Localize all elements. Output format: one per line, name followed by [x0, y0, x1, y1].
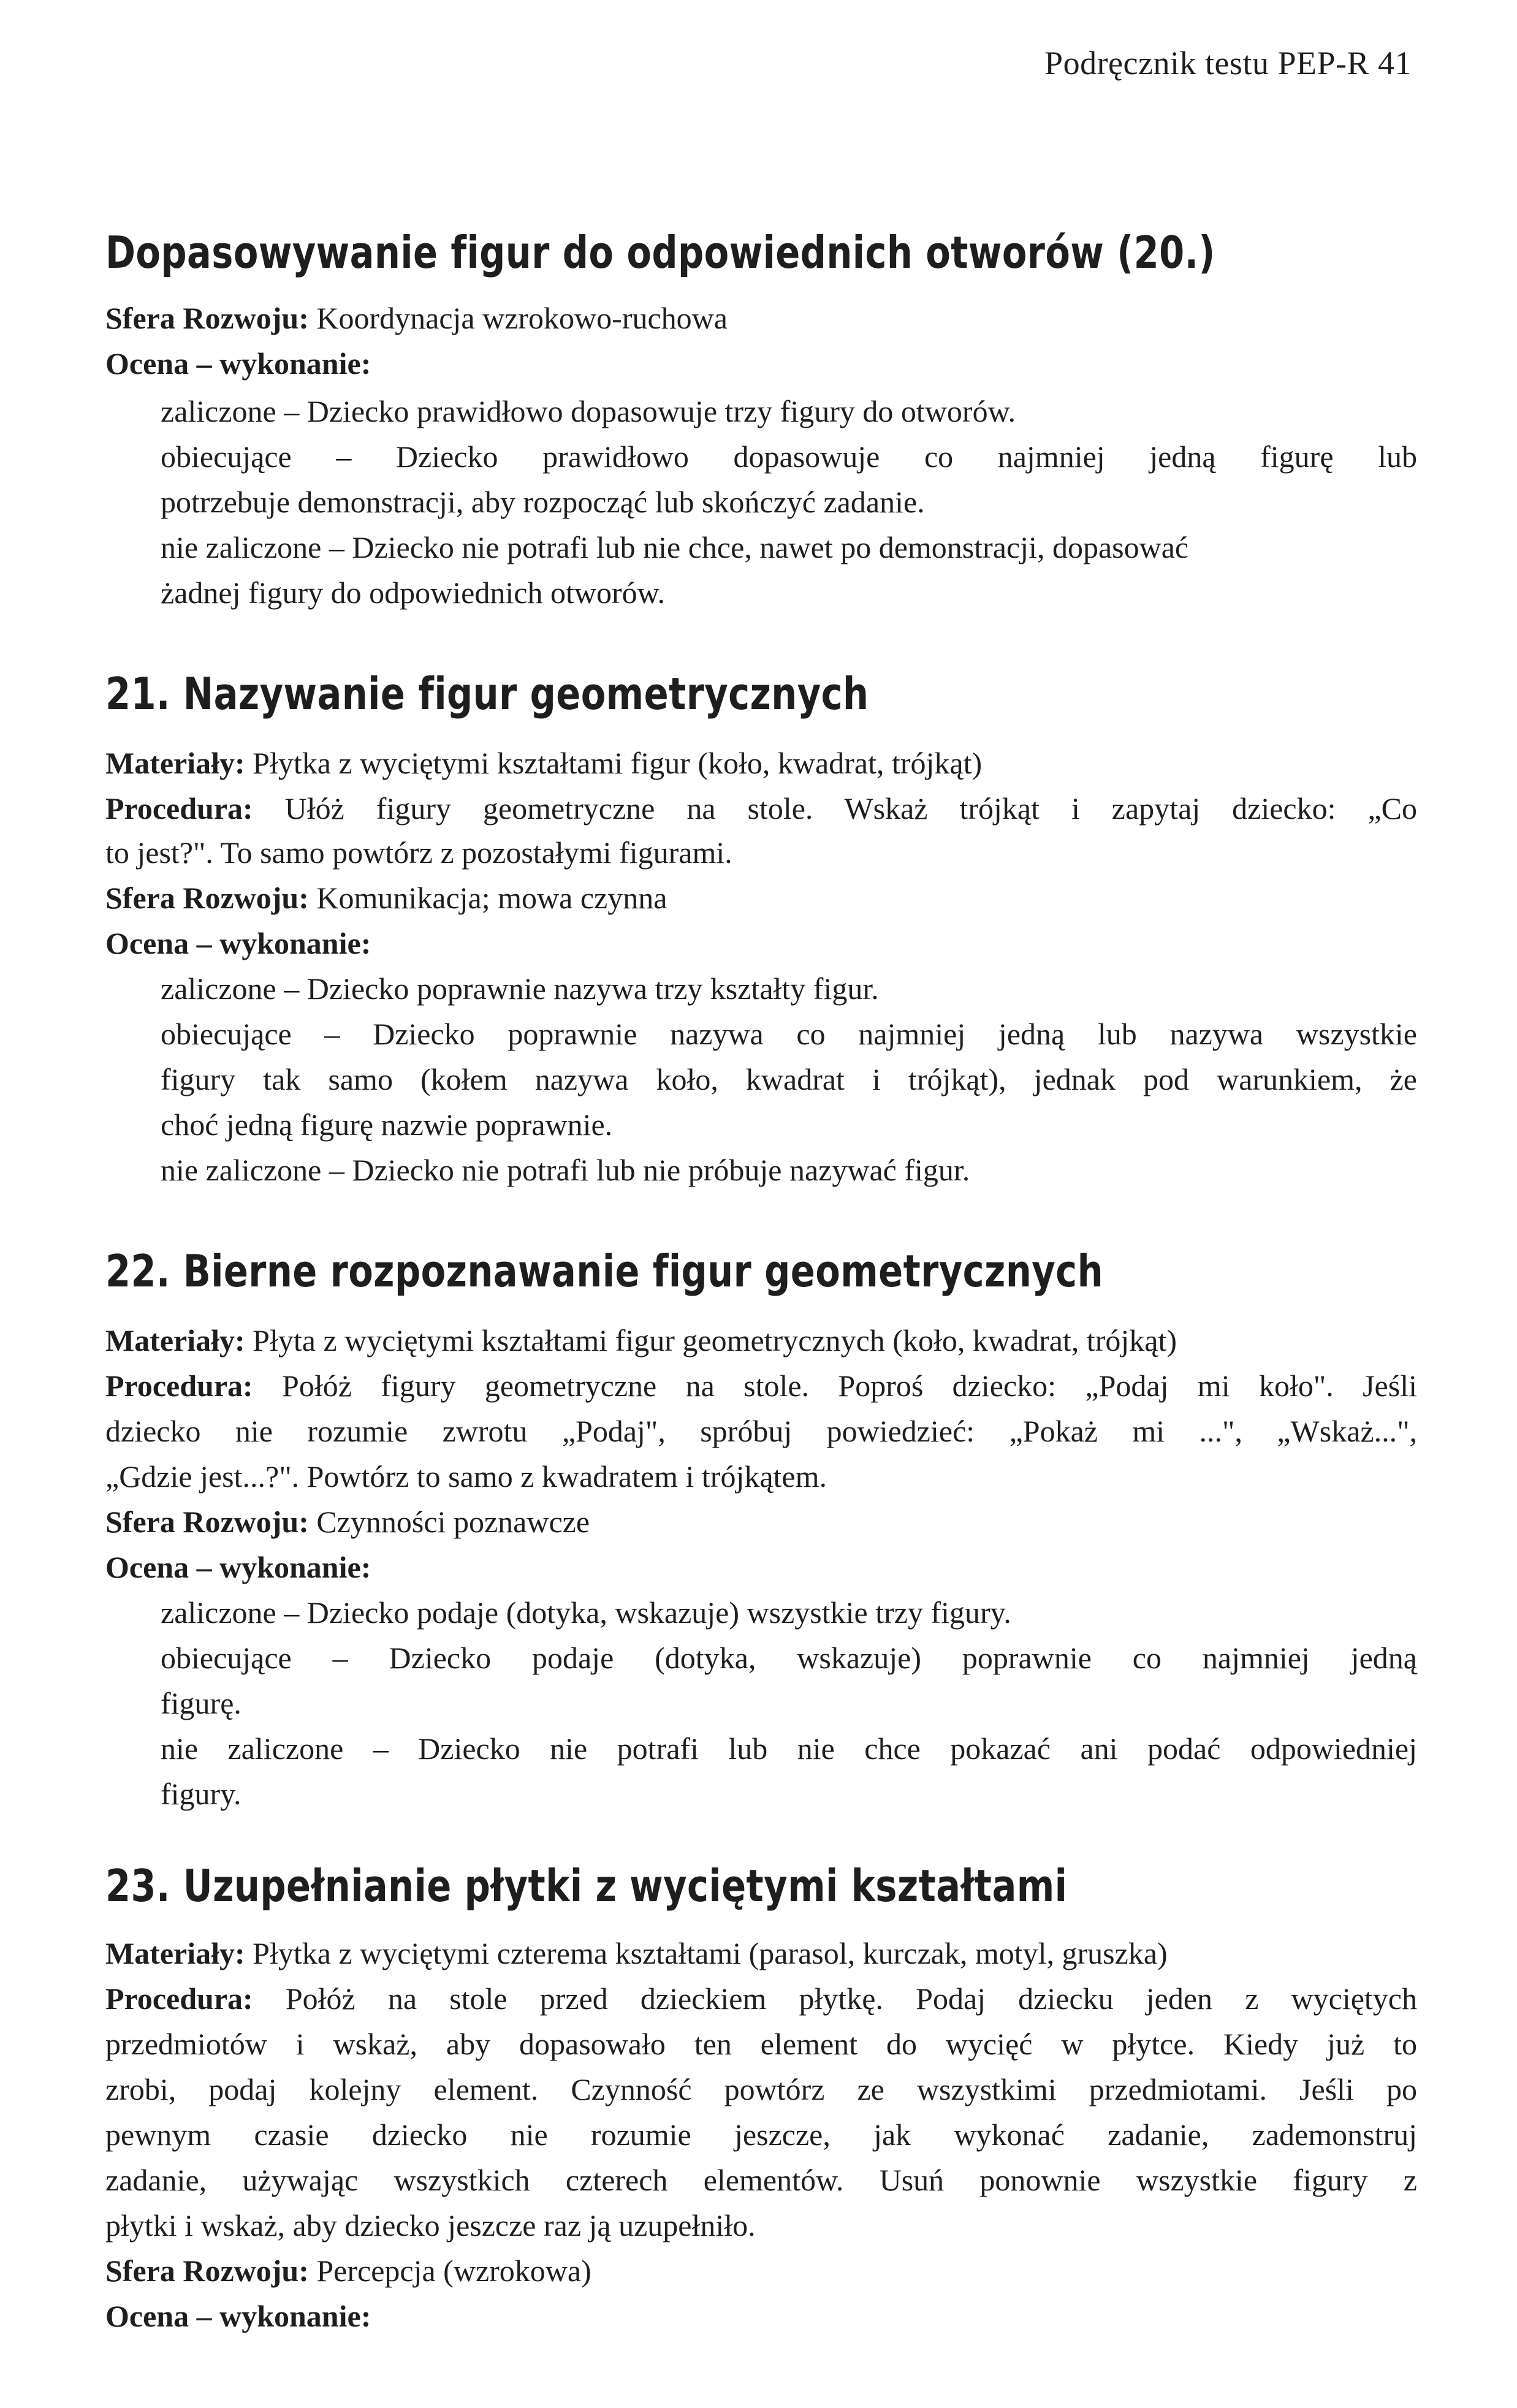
field-line: [105, 302, 728, 335]
field-line: [105, 1982, 1417, 2016]
text-line: dziecko nie rozumie zwrotu „Podaj", spróbuj powiedzieć: „Pokaż mi ...", „Wskaż...",: [105, 1414, 1417, 1448]
field-line: [105, 2254, 591, 2288]
field-value: Połóż na stole przed dzieckiem płytkę. Podaj dziecku jeden z wyciętych: [253, 1981, 1417, 2016]
text-line: obiecujące – Dziecko prawidłowo dopasowuje co najmniej jedną figurę lub: [161, 439, 1417, 474]
field-value: Płyta z wyciętymi kształtami figur geometrycznych (koło, kwadrat, trójkąt): [245, 1323, 1177, 1358]
field-line: [105, 347, 371, 381]
field-label: Materiały:: [105, 1936, 245, 1970]
field-value: Połóż figury geometryczne na stole. Poproś dziecko: „Podaj mi koło". Jeśli: [253, 1369, 1417, 1403]
field-line: [105, 1324, 1177, 1358]
text-line: potrzebuje demonstracji, aby rozpocząć lub skończyć zadanie.: [161, 485, 925, 519]
field-label: Sfera Rozwoju:: [105, 2254, 309, 2288]
text-line: choć jedną figurę nazwie poprawnie.: [161, 1107, 613, 1142]
field-label: Sfera Rozwoju:: [105, 881, 309, 915]
text-line: nie zaliczone – Dziecko nie potrafi lub nie próbuje nazywać figur.: [161, 1153, 970, 1187]
field-label: Ocena – wykonanie:: [105, 2299, 371, 2333]
field-value: Płytka z wyciętymi kształtami figur (koło, kwadrat, trójkąt): [245, 746, 983, 780]
field-value: Czynności poznawcze: [308, 1505, 590, 1539]
field-line: [105, 1369, 1417, 1403]
text-line: zaliczone – Dziecko poprawnie nazywa trzy kształty figur.: [161, 971, 879, 1006]
text-line: to jest?". To samo powtórz z pozostałymi figurami.: [105, 835, 732, 870]
field-label: Sfera Rozwoju:: [105, 301, 309, 335]
field-label: Ocena – wykonanie:: [105, 1550, 371, 1584]
field-label: Procedura:: [105, 1369, 253, 1403]
field-line: [105, 927, 371, 960]
field-label: Ocena – wykonanie:: [105, 926, 371, 960]
field-label: Procedura:: [105, 791, 253, 826]
field-line: [105, 881, 667, 915]
text-line: figury tak samo (kołem nazywa koło, kwadrat i trójkąt), jednak pod warunkiem, że: [161, 1062, 1417, 1096]
section-title: 21. Nazywanie figur geometrycznych: [105, 668, 869, 720]
text-line: figury.: [161, 1777, 241, 1811]
text-line: nie zaliczone – Dziecko nie potrafi lub nie chce pokazać ani podać odpowiedniej: [161, 1731, 1417, 1766]
text-line: przedmiotów i wskaż, aby dopasowało ten element do wycięć w płytce. Kiedy już to: [105, 2027, 1417, 2061]
field-line: [105, 1505, 590, 1539]
text-line: zaliczone – Dziecko podaje (dotyka, wskazuje) wszystkie trzy figury.: [161, 1595, 1011, 1630]
section-title: Dopasowywanie figur do odpowiednich otworów (20.): [105, 227, 1215, 278]
text-line: obiecujące – Dziecko podaje (dotyka, wskazuje) poprawnie co najmniej jedną: [161, 1641, 1417, 1675]
field-value: Koordynacja wzrokowo-ruchowa: [308, 301, 728, 335]
field-label: Materiały:: [105, 1323, 245, 1358]
text-line: obiecujące – Dziecko poprawnie nazywa co najmniej jedną lub nazywa wszystkie: [161, 1017, 1417, 1051]
text-line: nie zaliczone – Dziecko nie potrafi lub nie chce, nawet po demonstracji, dopasować: [161, 530, 1189, 564]
field-label: Procedura:: [105, 1981, 253, 2016]
text-line: figurę.: [161, 1686, 241, 1720]
page-header: Podręcznik testu PEP-R 41: [1044, 45, 1412, 82]
field-value: Płytka z wyciętymi czterema kształtami (parasol, kurczak, motyl, gruszka): [245, 1936, 1168, 1970]
field-label: Ocena – wykonanie:: [105, 346, 371, 381]
text-line: zadanie, używając wszystkich czterech elementów. Usuń ponownie wszystkie figury z: [105, 2163, 1417, 2197]
text-line: płytki i wskaż, aby dziecko jeszcze raz ją uzupełniło.: [105, 2208, 756, 2243]
field-value: Percepcja (wzrokowa): [308, 2254, 591, 2288]
text-line: zrobi, podaj kolejny element. Czynność powtórz ze wszystkimi przedmiotami. Jeśli po: [105, 2072, 1417, 2106]
text-line: zaliczone – Dziecko prawidłowo dopasowuje trzy figury do otworów.: [161, 394, 1016, 428]
field-line: [105, 1551, 371, 1584]
field-line: [105, 2300, 371, 2333]
text-line: pewnym czasie dziecko nie rozumie jeszcze, jak wykonać zadanie, zademonstruj: [105, 2117, 1417, 2152]
field-label: Materiały:: [105, 746, 245, 780]
field-line: [105, 746, 982, 780]
section-title: 23. Uzupełnianie płytki z wyciętymi kształtami: [105, 1860, 1068, 1912]
text-line: „Gdzie jest...?". Powtórz to samo z kwadratem i trójkątem.: [105, 1459, 827, 1494]
field-label: Sfera Rozwoju:: [105, 1505, 309, 1539]
text-line: żadnej figury do odpowiednich otworów.: [161, 575, 665, 610]
section-title: 22. Bierne rozpoznawanie figur geometrycznych: [105, 1245, 1104, 1297]
field-value: Ułóż figury geometryczne na stole. Wskaż trójkąt i zapytaj dziecko: „Co: [253, 791, 1417, 826]
field-value: Komunikacja; mowa czynna: [308, 881, 667, 915]
field-line: [105, 1937, 1168, 1970]
field-line: [105, 792, 1417, 826]
